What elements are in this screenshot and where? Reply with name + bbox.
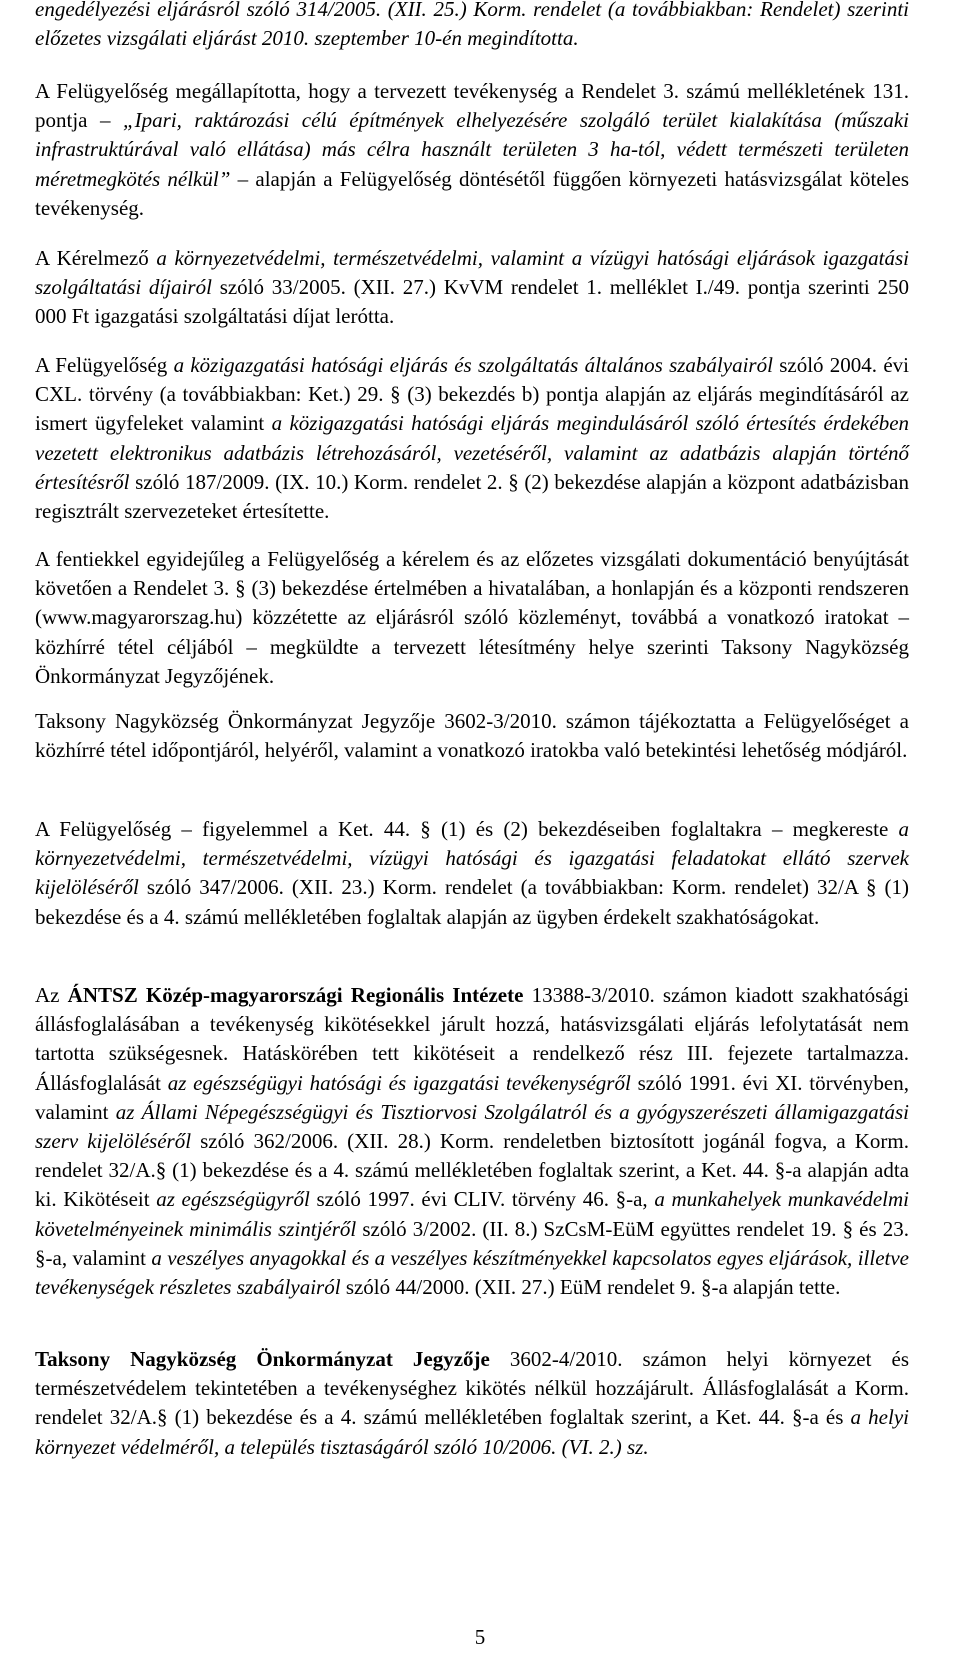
p4-text-e: szóló 187/2009. (IX. 10.) Korm. rendelet 2. § (2) bekezdése alapján a központ adatbázisban regisztrált szervezeteket értesítette. xyxy=(35,469,909,524)
p3-italic-b: a környezetvédelmi, természetvédelmi, valamint a vízügyi hatósági eljárások igazgatási szolgáltatási díjairól xyxy=(35,246,909,300)
p8-text-m: szóló 44/2000. (XII. 27.) EüM rendelet 9. §-a alapján tette. xyxy=(340,1275,841,1300)
p2-text-c: – alapján a Felügyelőség döntésétől függően környezeti hatásvizsgálat köteles tevékenység. xyxy=(35,166,909,220)
p8-italic-h: az egészségügyről xyxy=(156,1187,310,1212)
p8-bold-b: ÁNTSZ Közép-magyarországi Regionális Intézete xyxy=(67,983,524,1007)
p2-italic-b: „Ipari, raktározási célú építmények elhelyezésére szolgáló terület kialakítása (műszaki infrastruktúrával való ellátása) más célra használt területen 3 ha-tól, védett természeti területen méretmegkötés nélkül” xyxy=(35,108,909,191)
p3-text-c: szóló 33/2005. (XII. 27.) KvVM rendelet 1. melléklet I./49. pontja szerinti 250 000 Ft igazgatási szolgáltatási díjat lerótta. xyxy=(35,275,909,329)
p4-text-a: A Felügyelőség xyxy=(35,353,174,377)
p4-italic-b: a közigazgatási hatósági eljárás és szolgáltatás általános szabályairól xyxy=(173,353,773,377)
p7-italic-b: a környezetvédelmi, természetvédelmi, vízügyi hatósági és igazgatási feladatokat ellátó szervek kijelöléséről xyxy=(35,817,909,900)
p8-text-e: szóló 1991. évi XI. törvényben, valamint xyxy=(35,1070,909,1124)
p4-text-c: szóló 2004. évi CXL. törvény (a továbbiakban: Ket.) 29. § (3) bekezdés b) pontja alapján az eljárás megindításáról az ismert ügyfeleket valamint xyxy=(35,353,909,436)
p8-text-i: szóló 1997. évi CLIV. törvény 46. §-a, xyxy=(309,1187,655,1212)
p8-text-g: szóló 362/2006. (XII. 28.) Korm. rendeletben biztosított jogánál fogva, a Korm. rendelet 32/A.§ (1) bekezdése és a 4. számú mellékletében foglaltak szerint, a Ket. 44. §-a alapján adta ki. Kikötéseit xyxy=(35,1129,909,1212)
paragraph-6 xyxy=(35,707,909,765)
paragraph-3 xyxy=(35,244,909,332)
p9-text-b: 3602-4/2010. számon helyi környezet és természetvédelem tekintetében a tevékenységhez kikötés nélkül hozzájárult. Állásfoglalását a Korm. rendelet 32/A.§ (1) bekezdése és a 4. számú mellékletében foglaltak szerint, a Ket. 44. §-a és xyxy=(35,1347,909,1430)
page-number: 5 xyxy=(474,1625,486,1649)
p8-text-c: 13388-3/2010. számon kiadott szakhatósági állásfoglalásában a tevékenység kikötésekkel járult hozzá, hatásvizsgálati eljárás lefolytatását nem tartotta szükségesnek. Hatáskörében tett kikötéseit a rendelkező rész III. fejezete tartalmazza. Állásfoglalását xyxy=(35,983,909,1095)
p5-text-a: A fentiekkel egyidejűleg a Felügyelőség a kérelem és az előzetes vizsgálati dokumentáció benyújtását követően a Rendelet 3. § (3) bekezdése értelmében a hivatalában, a honlapján és a központi rendszeren (www.magyarorszag.hu) közzétette az eljárásról szóló közleményt, továbbá a vonatkozó iratokat – közhírré tétel céljából – megküldte a tervezett létesítmény helye szerinti Taksony Nagyközség Önkormányzat Jegyzőjének. xyxy=(35,547,909,688)
p6-text-a: Taksony Nagyközség Önkormányzat Jegyzője 3602-3/2010. számon tájékoztatta a Felügyelőséget a közhírré tétel időpontjáról, helyéről, valamint a vonatkozó iratokba való betekintési lehetőség módjáról. xyxy=(35,709,909,763)
p2-text-a: A Felügyelőség megállapította, hogy a tervezett tevékenység a Rendelet 3. számú mellékletének 131. pontja – xyxy=(35,79,909,133)
paragraph-8 xyxy=(35,981,909,1302)
paragraph-4 xyxy=(35,351,909,526)
p8-text-k: szóló 3/2002. (II. 8.) SzCsM-EüM együttes rendelet 19. § és 23. §-a, valamint xyxy=(35,1216,909,1270)
p9-italic-c: a helyi környezet védelméről, a település tisztaságáról szóló 10/2006. (VI. 2.) sz. xyxy=(35,1405,909,1459)
paragraph-7 xyxy=(35,815,909,932)
paragraph-1 xyxy=(35,0,909,53)
p9-bold-a: Taksony Nagyközség Önkormányzat Jegyzője xyxy=(35,1347,490,1371)
p4-italic-d: a közigazgatási hatósági eljárás megindulásáról szóló értesítés érdekében vezetett elektronikus adatbázis létrehozásáról, vezetéséről, valamint az adatbázis alapján történő értesítésről xyxy=(35,411,910,494)
p7-text-a: A Felügyelőség – figyelemmel a Ket. 44. § (1) és (2) bekezdéseiben foglaltakra – megkereste xyxy=(35,817,899,841)
p8-italic-d: az egészségügyi hatósági és igazgatási tevékenységről xyxy=(167,1070,631,1095)
p8-text-a: Az xyxy=(35,983,68,1007)
p7-text-c: szóló 347/2006. (XII. 23.) Korm. rendelet (a továbbiakban: Korm. rendelet) 32/A § (1) bekezdése és a 4. számú mellékletében foglaltak alapján az ügyben érdekelt szakhatóságokat. xyxy=(35,875,909,929)
paragraph-2 xyxy=(35,77,909,223)
p3-text-a: A Kérelmező xyxy=(35,246,157,270)
p8-italic-f: az Állami Népegészségügyi és Tisztiorvosi Szolgálatról és a gyógyszerészeti államigazgatási szerv kijelöléséről xyxy=(35,1099,909,1154)
paragraph-9 xyxy=(35,1345,909,1462)
p8-italic-j: a munkahelyek munkavédelmi követelményeinek minimális szintjéről xyxy=(35,1187,910,1241)
p8-italic-l: a veszélyes anyagokkal és a veszélyes készítményekkel kapcsolatos egyes eljárások, illetve tevékenységek részletes szabályairól xyxy=(35,1245,909,1300)
paragraph-5 xyxy=(35,545,909,691)
p1-italic-a: engedélyezési eljárásról szóló 314/2005. (XII. 25.) Korm. rendelet (a továbbiakban: Rendelet) szerinti előzetes vizsgálati eljárást 2010. szeptember 10-én megindította. xyxy=(35,0,909,51)
